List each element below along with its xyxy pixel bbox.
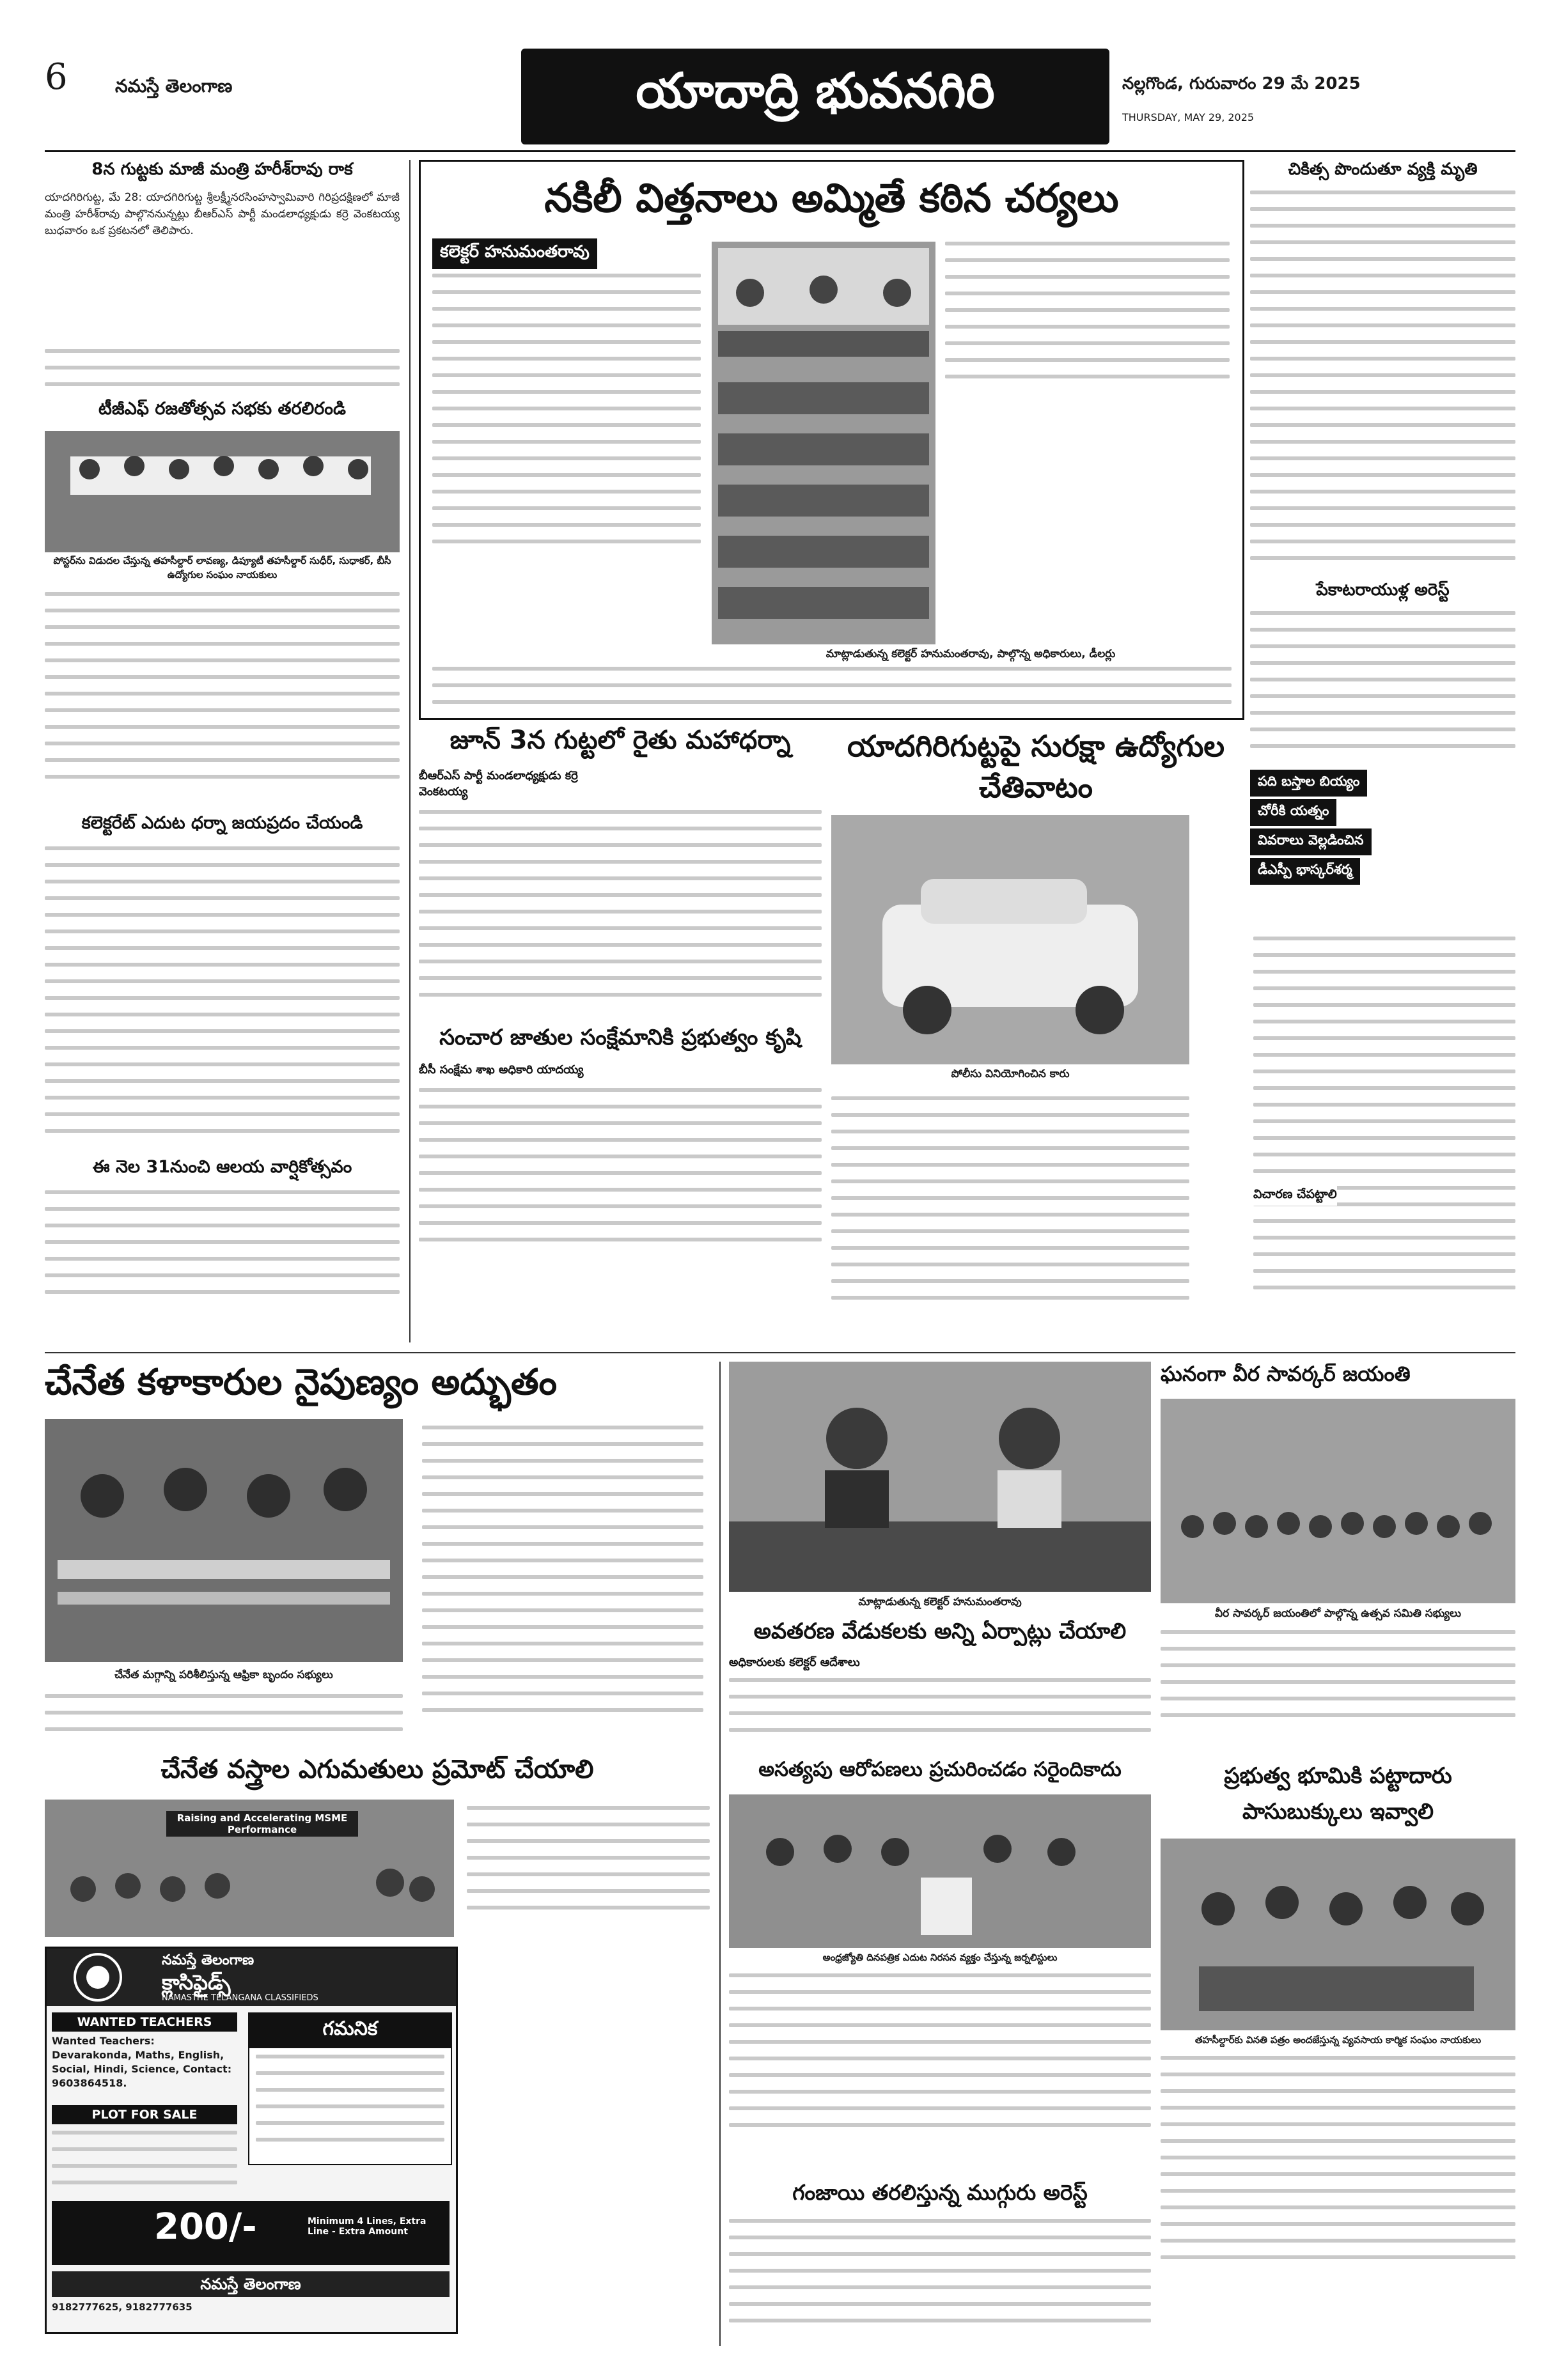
car-caption: పోలీసు వినియోగించిన కారు bbox=[951, 1068, 1070, 1080]
petition-photo-icon bbox=[1161, 1839, 1515, 2030]
side-box-line1: పది బస్తాల బియ్యం bbox=[1250, 770, 1367, 797]
lead-body-left bbox=[432, 274, 701, 574]
event-people-icon bbox=[45, 1800, 454, 1937]
savarkar-photo bbox=[1161, 1399, 1515, 1603]
formation-body bbox=[729, 1678, 1151, 1748]
export-headline: చేనేత వస్త్రాల ఎగుమతులు ప్రమోట్ చేయాలి bbox=[160, 1755, 594, 1784]
page-number: 6 bbox=[45, 56, 68, 98]
wanted-ad bbox=[52, 2012, 237, 2090]
price-value: 200/- bbox=[154, 2206, 257, 2248]
left-story4-body bbox=[45, 1190, 400, 1318]
dharna-body bbox=[419, 810, 822, 1021]
weaver-body-bottom bbox=[45, 1694, 403, 1739]
lead-headline: నకిలీ విత్తనాలు అమ్మితే కఠిన చర్యలు bbox=[544, 175, 1119, 221]
price-box bbox=[52, 2201, 450, 2265]
classifieds-header bbox=[47, 1948, 456, 2006]
edition-masthead: యాదాద్రి భువనగిరి bbox=[521, 49, 1109, 144]
allegations-body bbox=[729, 1973, 1151, 2140]
wanted-text: Wanted Teachers: Devarakonda, Maths, English, Social, Hindi, Science, Contact: 9603864518. bbox=[52, 2035, 232, 2089]
office-photo-icon bbox=[729, 1362, 1151, 1592]
land-headline: ప్రభుత్వ భూమికి పట్టాదారు పాసుబుక్కులు ఇవ్వాలి bbox=[1224, 1763, 1452, 1824]
weaver-photo bbox=[45, 1419, 403, 1662]
land-body bbox=[1161, 2056, 1515, 2292]
savarkar-section bbox=[1161, 1362, 1515, 1745]
lead-body-right bbox=[945, 242, 1230, 401]
nomad-body bbox=[419, 1088, 822, 1267]
divider bbox=[409, 160, 411, 1342]
side-box-line4: డీఎస్పీ భాస్కర్‌శర్మ bbox=[1250, 858, 1360, 885]
poster-release-photo bbox=[45, 431, 400, 552]
meeting-hall-photo-icon bbox=[712, 242, 935, 644]
classifieds-brand: నమస్తే తెలంగాణ bbox=[162, 1952, 254, 1968]
left-story1-text: యాదగిరిగుట్ట, మే 28: యాదగిరిగుట్ట శ్రీలక్ష్మీనరసింహస్వామివారి గిరిప్రదక్షిణలో మాజీ మంత్రి హరీశ్‌రావు పాల్గొననున్నట్లు బీఆర్‌ఎస్ పార్టీ మండలాధ్యక్షుడు కర్రె వెంకటయ్య బుధవారం ఒక ప్రకటనలో తెలిపారు. bbox=[45, 191, 400, 237]
protest-caption: అంధ్రజ్యోతి దినపత్రిక ఎదుట నిరసన వ్యక్తం చేస్తున్న జర్నలిస్టులు bbox=[822, 1952, 1058, 1963]
right-story2-headline: పేకాటరాయుళ్ల అరెస్ట్ bbox=[1316, 580, 1450, 600]
loom-photo-icon bbox=[45, 1419, 403, 1662]
left-story4-headline: ఈ నెల 31నుంచి ఆలయ వార్షికోత్సవం bbox=[92, 1157, 352, 1177]
security-body-right bbox=[1253, 937, 1515, 1339]
side-box-line2: చోరీకి యత్నం bbox=[1250, 799, 1336, 826]
paper-name: నమస్తే తెలంగాణ bbox=[115, 75, 233, 97]
lead-meeting-photo bbox=[712, 242, 935, 644]
collector-caption: మాట్లాడుతున్న కలెక్టర్ హనుమంతరావు bbox=[858, 1596, 1022, 1608]
left-story1-headline: 8న గుట్టకు మాజీ మంత్రి హరీశ్‌రావు రాక bbox=[91, 160, 353, 179]
lead-body-bottom bbox=[432, 667, 1232, 712]
right-story1-body bbox=[1250, 191, 1515, 580]
notice-ad bbox=[248, 2012, 452, 2165]
lead-story-box bbox=[419, 160, 1244, 720]
classifieds-sub: NAMASTHE TELANGANA CLASSIFIEDS bbox=[162, 1993, 318, 2003]
left-story3-body bbox=[45, 846, 400, 1153]
wanted-title: WANTED TEACHERS bbox=[52, 2012, 237, 2032]
security-subhead: విచారణ చేపట్టాలి bbox=[1253, 1186, 1337, 1206]
group-photo-icon bbox=[1161, 1399, 1515, 1603]
protest-photo bbox=[729, 1794, 1151, 1948]
land-photo bbox=[1161, 1839, 1515, 2030]
plot-ad bbox=[52, 2105, 237, 2201]
lead-subhead-box bbox=[432, 238, 597, 269]
notice-title: గమనిక bbox=[249, 2014, 451, 2048]
page-header bbox=[45, 45, 1515, 121]
security-section bbox=[831, 726, 1515, 1342]
right-story1-headline: చికిత్స పొందుతూ వ్యక్తి మృతి bbox=[1288, 160, 1478, 179]
ganja-headline: గంజాయి తరలిస్తున్న ముగ్గురు అరెస్ట్ bbox=[792, 2180, 1088, 2205]
savarkar-caption: వీర సావర్కర్ జయంతిలో పాల్గొన్న ఉత్సవ సమితి సభ్యులు bbox=[1215, 1607, 1461, 1620]
ganja-body bbox=[729, 2219, 1151, 2340]
classifieds-box bbox=[45, 1947, 458, 2334]
plot-text bbox=[52, 2131, 237, 2201]
classifieds-footer-brand: నమస్తే తెలంగాణ bbox=[52, 2271, 450, 2297]
classifieds-phone: 9182777625, 9182777635 bbox=[52, 2301, 192, 2313]
left-column bbox=[45, 160, 400, 1342]
collector-photo bbox=[729, 1362, 1151, 1592]
left-story1-body bbox=[45, 349, 400, 394]
formation-headline: అవతరణ వేడుకలకు అన్ని ఏర్పాట్లు చేయాలి bbox=[753, 1619, 1127, 1644]
msme-banner: Raising and Accelerating MSME Performance bbox=[166, 1811, 358, 1837]
lead-caption: మాట్లాడుతున్న కలెక్టర్ హనుమంతరావు, పాల్గొన్న అధికారులు, డీలర్లు bbox=[825, 648, 1116, 660]
weaver-section bbox=[45, 1362, 710, 1745]
protest-photo-icon bbox=[729, 1794, 1151, 1948]
savarkar-headline: ఘనంగా వీర సావర్కర్ జయంతి bbox=[1161, 1362, 1411, 1386]
header-rule bbox=[45, 150, 1515, 152]
people-photo-icon bbox=[45, 431, 400, 552]
classifieds-title: క్లాసిఫైడ్స్ bbox=[162, 1970, 231, 1995]
divider bbox=[719, 1362, 721, 2346]
security-body bbox=[831, 1096, 1189, 1339]
nomad-subhead: బీసీ సంక్షేమ శాఖ అధికారి యాదయ్య bbox=[419, 1063, 584, 1077]
allegations-headline: అసత్యపు ఆరోపణలు ప్రచురించడం సరైందికాదు bbox=[758, 1758, 1122, 1781]
land-caption: తహసీల్దార్‌కు వినతి పత్రం అందజేస్తున్న వ్యవసాయ కార్మిక సంఘం నాయకులు bbox=[1194, 2034, 1482, 2046]
formation-subhead: అధికారులకు కలెక్టర్ ఆదేశాలు bbox=[729, 1656, 860, 1669]
price-note: Minimum 4 Lines, Extra Line - Extra Amount bbox=[308, 2216, 426, 2237]
left-story2-body bbox=[45, 592, 400, 809]
poster-caption: పోస్టర్‌ను విడుదల చేస్తున్న తహసీల్దార్ లావణ్య, డిప్యూటీ తహసీల్దార్ సుధీర్, సుధాకర్, బీసీ ఉద్యోగుల సంఘం నాయకులు bbox=[53, 555, 391, 580]
security-headline: యాదగిరిగుట్టపై సురక్షా ఉద్యోగుల చేతివాటం bbox=[847, 729, 1224, 804]
car-photo-icon bbox=[831, 815, 1189, 1064]
dharna-headline: జూన్ 3న గుట్టలో రైతు మహాధర్నా bbox=[450, 726, 791, 755]
plot-title: PLOT FOR SALE bbox=[52, 2105, 237, 2124]
export-body bbox=[467, 1806, 710, 1934]
savarkar-body bbox=[1161, 1630, 1515, 1739]
formation-section bbox=[729, 1362, 1151, 1745]
weaver-caption: చేనేత మగ్గాన్ని పరిశీలిస్తున్న ఆఫ్రికా బృందం సభ్యులు bbox=[114, 1668, 333, 1681]
weaver-headline: చేనేత కళాకారుల నైపుణ్యం అద్భుతం bbox=[45, 1362, 557, 1403]
side-box-line3: వివరాలు వెల్లడించిన bbox=[1250, 828, 1372, 855]
dharna-section bbox=[419, 726, 822, 1342]
left-story2-headline: టీజీఎఫ్ రజతోత్సవ సభకు తరలిరండి bbox=[98, 399, 346, 419]
car-photo bbox=[831, 815, 1189, 1064]
left-story3-headline: కలెక్టరేట్ ఎదుట ధర్నా జయప్రదం చేయండి bbox=[81, 813, 363, 833]
msme-event-photo bbox=[45, 1800, 454, 1937]
divider bbox=[45, 1352, 1515, 1353]
allegations-section bbox=[729, 1758, 1151, 2174]
classifieds-logo-icon bbox=[72, 1952, 123, 2003]
dateline-telugu: నల్లగొండ, గురువారం 29 మే 2025 bbox=[1122, 74, 1361, 93]
nomad-headline: సంచార జాతుల సంక్షేమానికి ప్రభుత్వం కృషి bbox=[439, 1025, 801, 1050]
dateline-english: THURSDAY, MAY 29, 2025 bbox=[1122, 111, 1255, 123]
lead-subhead: కలెక్టర్ హనుమంతరావు bbox=[432, 238, 597, 269]
weaver-body bbox=[422, 1426, 703, 1739]
ganja-section bbox=[729, 2180, 1151, 2346]
notice-text bbox=[256, 2055, 444, 2163]
dharna-subhead: బీఆర్‌ఎస్ పార్టీ మండలాధ్యక్షుడు కర్రె వెంకటయ్య bbox=[419, 769, 578, 798]
land-section bbox=[1161, 1758, 1515, 2346]
export-section bbox=[45, 1755, 710, 1940]
